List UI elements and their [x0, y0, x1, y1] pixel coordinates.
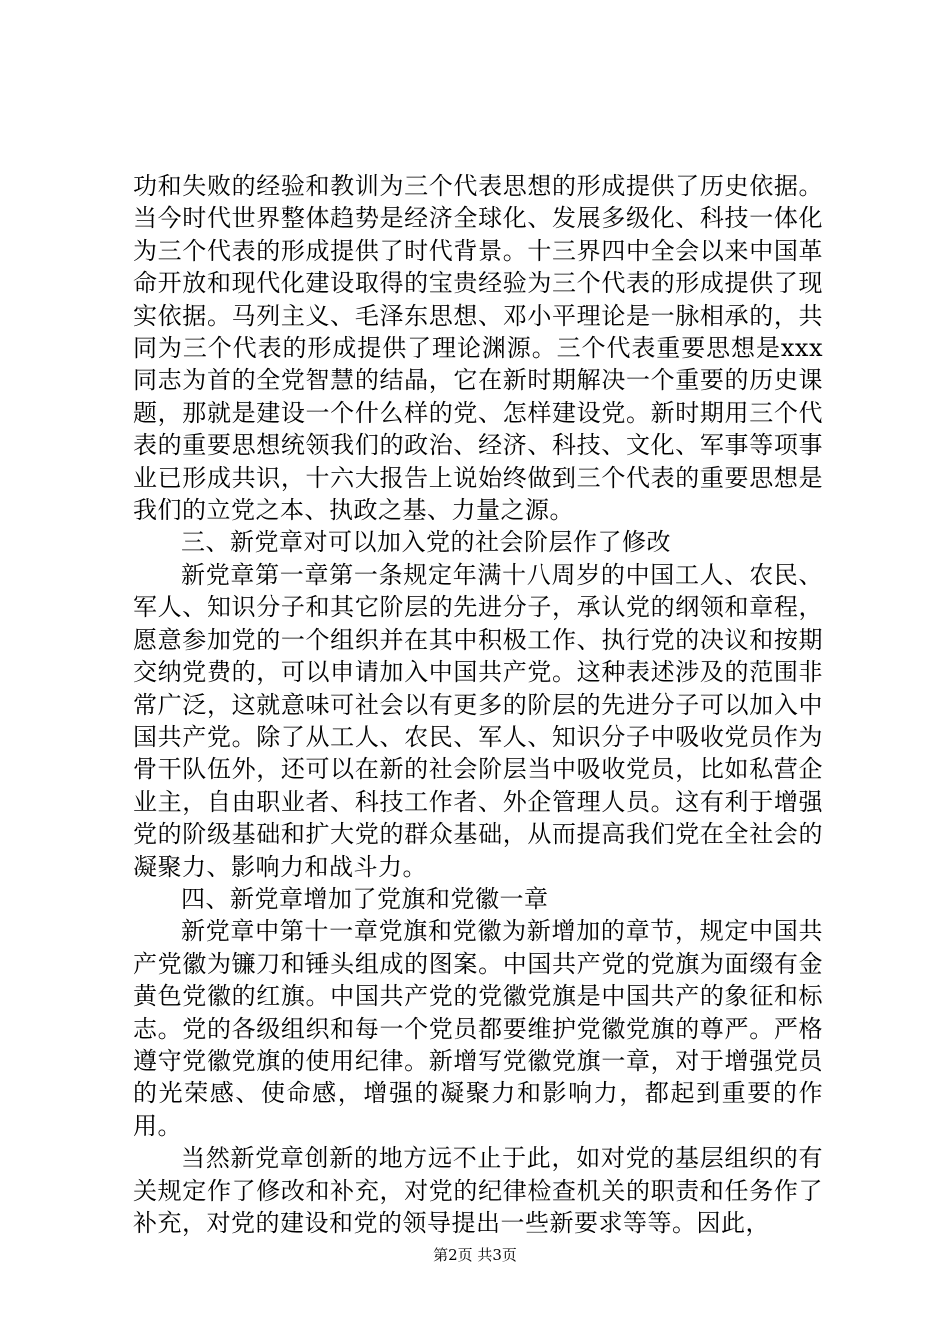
- paragraph-conclusion: 当然新党章创新的地方远不止于此，如对党的基层组织的有关规定作了修改和补充，对党的纪律检查机关的职责和任务作了补充，对党的建设和党的领导提出一些新要求等等。因此，: [133, 1144, 823, 1237]
- section-heading-4: 四、新党章增加了党旗和党徽一章: [181, 884, 549, 913]
- paragraph-section-4: 新党章中第十一章党旗和党徽为新增加的章节，规定中国共产党徽为镰刀和锤头组成的图案。中国共产党的党旗为面缀有金黄色党徽的红旗。中国共产党的党徽党旗是中国共产的象征和标志。党的各级组织和每一个党员都要维护党徽党旗的尊严。严格遵守党徽党旗的使用纪律。新增写党徽党旗一章，对于增强党员的光荣感、使命感，增强的凝聚力和影响力，都起到重要的作用。: [133, 917, 823, 1140]
- document-body: [133, 170, 823, 1239]
- section-heading-3: 三、新党章对可以加入党的社会阶层作了修改: [181, 528, 671, 557]
- paragraph-continuation: 功和失败的经验和教训为三个代表思想的形成提供了历史依据。当今时代世界整体趋势是经济全球化、发展多级化、科技一体化为三个代表的形成提供了时代背景。十三界四中全会以来中国革命开放和现代化建设取得的宝贵经验为三个代表的形成提供了现实依据。马列主义、毛泽东思想、邓小平理论是一脉相承的，共同为三个代表的形成提供了理论渊源。三个代表重要思想是xxx同志为首的全党智慧的结晶，它在新时期解决一个重要的历史课题，那就是建设一个什么样的党、怎样建设党。新时期用三个代表的重要思想统领我们的政治、经济、科技、文化、军事等项事业已形成共识，十六大报告上说始终做到三个代表的重要思想是我们的立党之本、执政之基、力量之源。: [133, 172, 823, 525]
- page-number-footer: 第2页 共3页: [433, 1246, 517, 1264]
- paragraph-section-3: 新党章第一章第一条规定年满十八周岁的中国工人、农民、军人、知识分子和其它阶层的先进分子，承认党的纲领和章程，愿意参加党的一个组织并在其中积极工作、执行党的决议和按期交纳党费的，可以申请加入中国共产党。这种表述涉及的范围非常广泛，这就意味可社会以有更多的阶层的先进分子可以加入中国共产党。除了从工人、农民、军人、知识分子中吸收党员作为骨干队伍外，还可以在新的社会阶层当中吸收党员，比如私营企业主，自由职业者、科技工作者、外企管理人员。这有利于增强党的阶级基础和扩大党的群众基础，从而提高我们党在全社会的凝聚力、影响力和战斗力。: [133, 560, 823, 881]
